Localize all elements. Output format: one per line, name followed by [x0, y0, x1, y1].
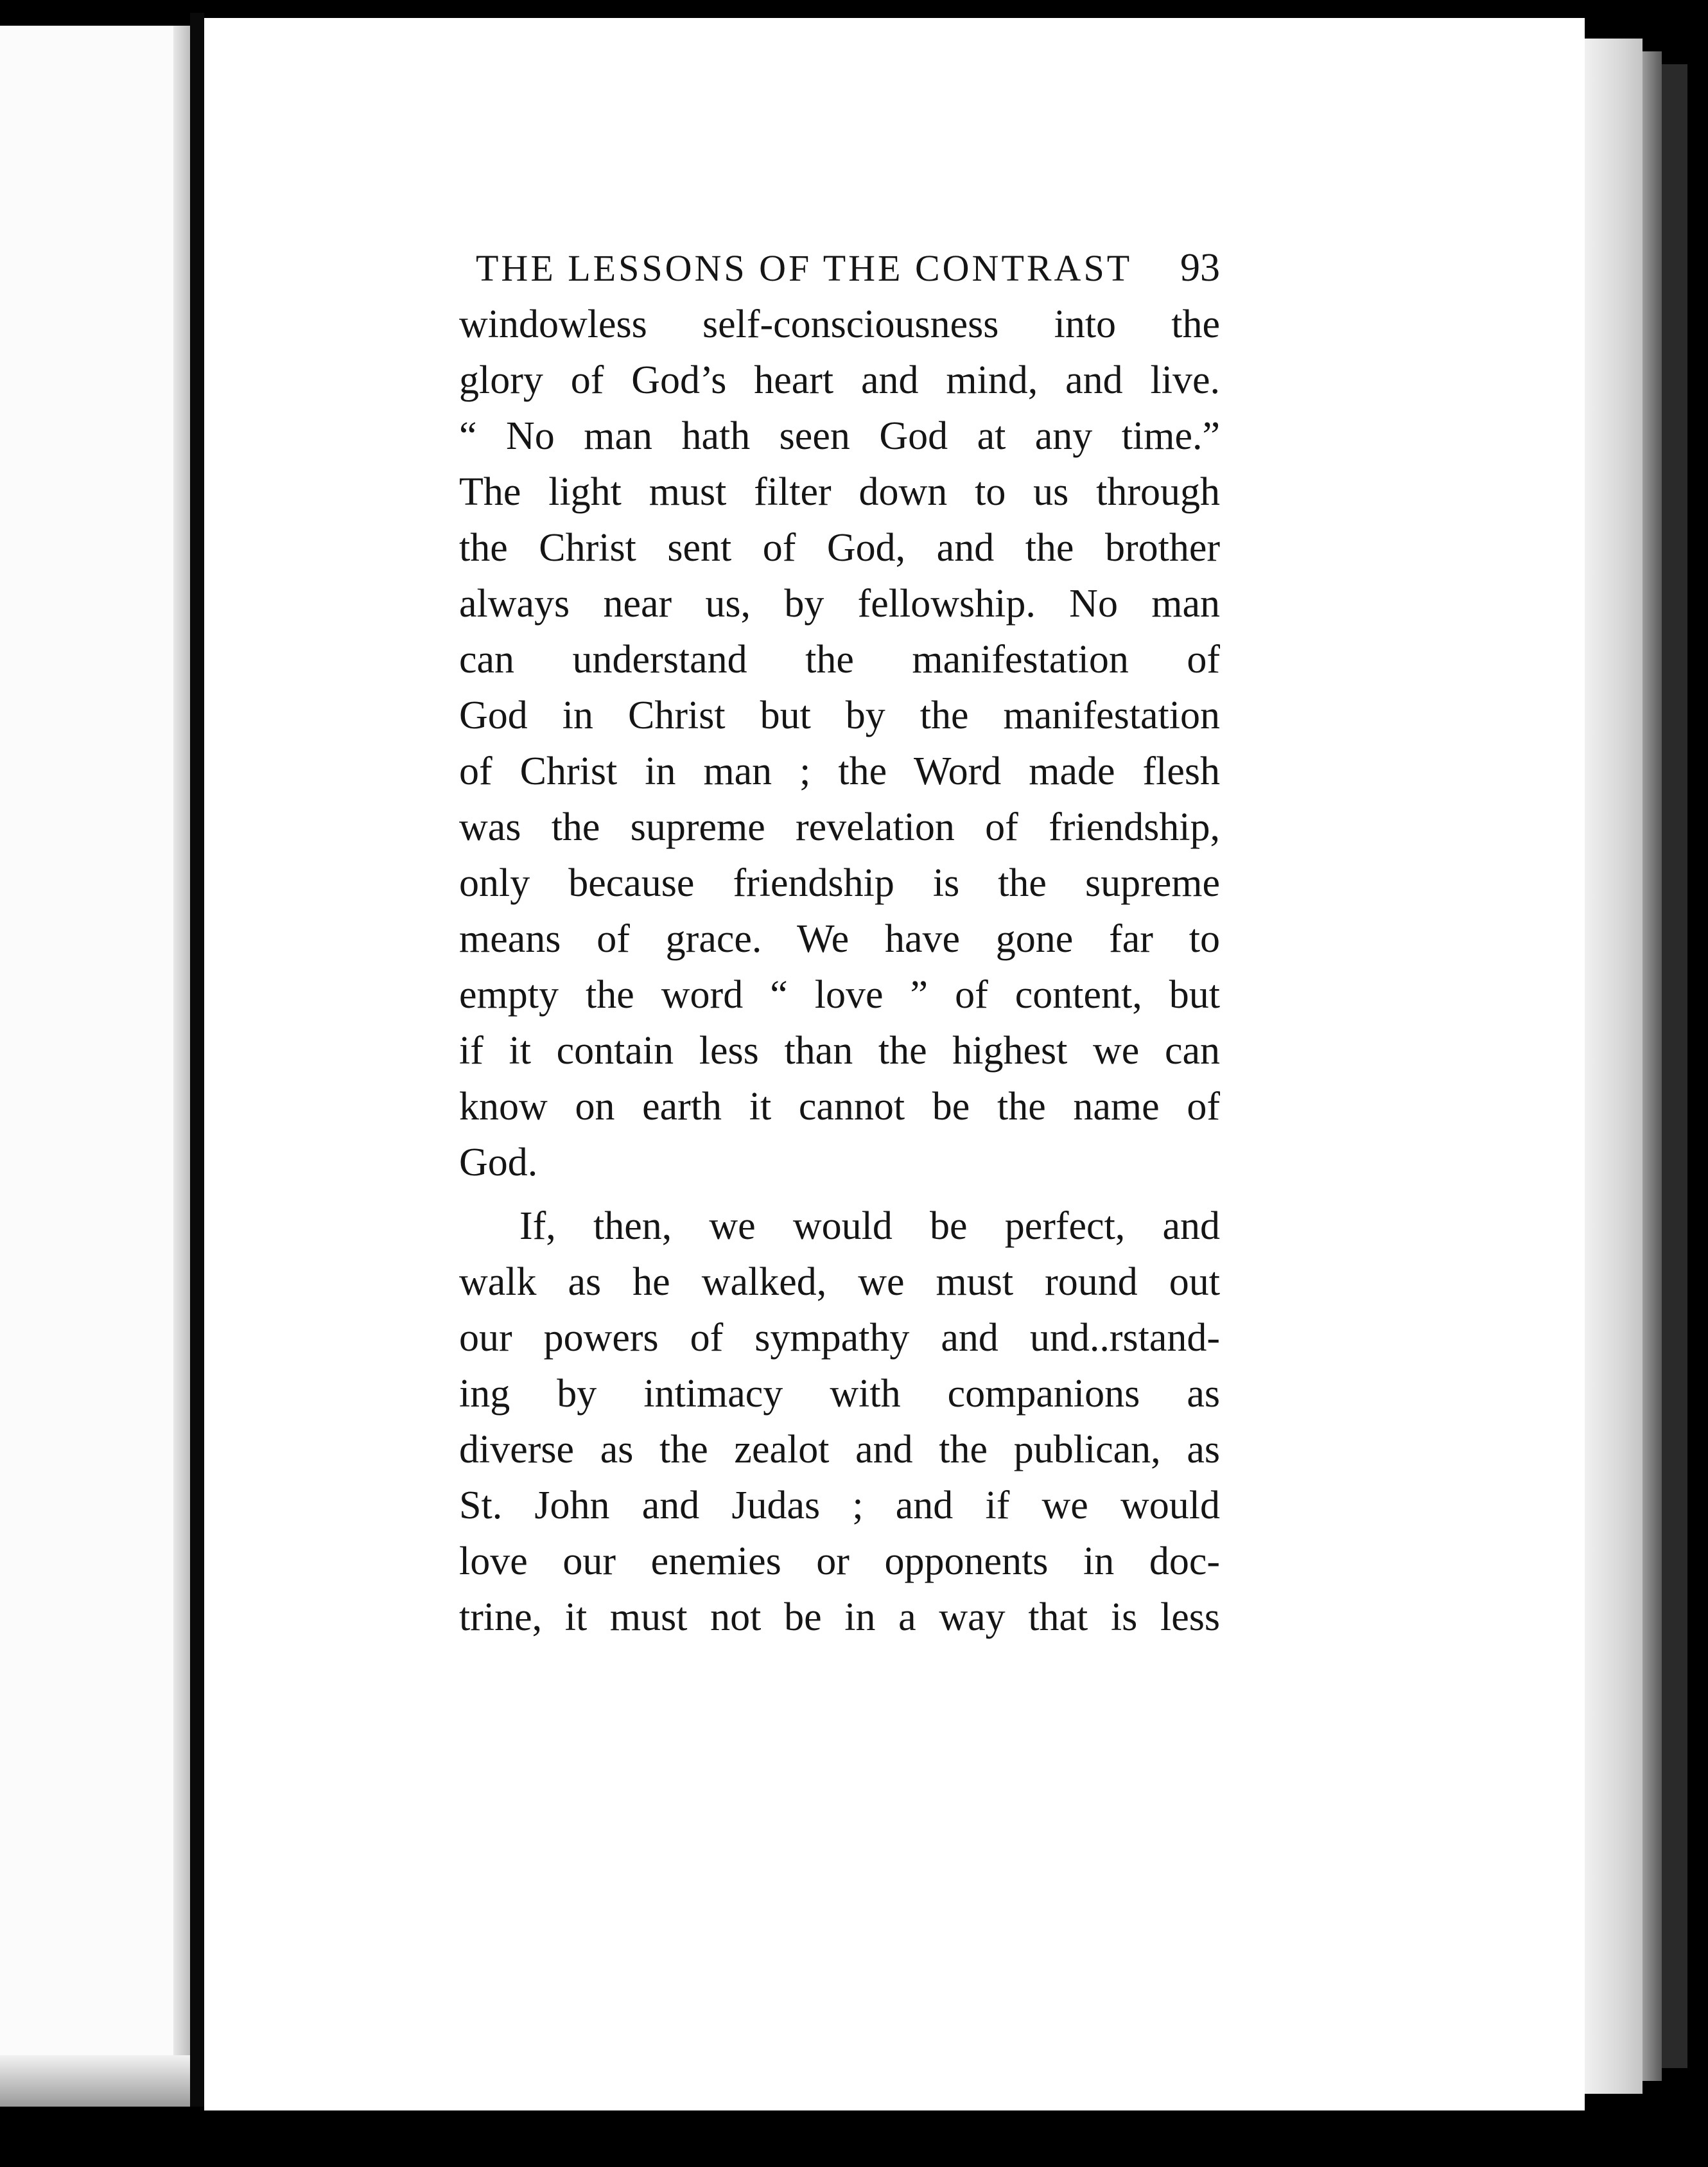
page-number: 93 — [1180, 246, 1220, 290]
book-cover-edge — [1662, 64, 1687, 2068]
text-line: always near us, by fellowship. No man — [459, 582, 1220, 626]
text-line: glory of God’s heart and mind, and live. — [459, 358, 1220, 402]
text-line: St. John and Judas ; and if we would — [459, 1484, 1220, 1527]
text-line: If, then, we would be perfect, and — [519, 1204, 1220, 1248]
paragraph-2 — [459, 1198, 1220, 1645]
running-head — [476, 239, 1220, 297]
text-line: know on earth it cannot be the name of — [459, 1085, 1220, 1128]
page-text — [459, 239, 1220, 1645]
text-line: God in Christ but by the manifestation — [459, 694, 1220, 737]
gutter-shadow — [173, 26, 190, 2068]
text-line: love our enemies or opponents in doc- — [459, 1540, 1220, 1583]
fore-edge-pages — [1585, 39, 1643, 2094]
text-line: diverse as the zealot and the publican, as — [459, 1428, 1220, 1471]
text-line: walk as he walked, we must round out — [459, 1260, 1220, 1304]
previous-page-edge — [0, 26, 193, 2068]
text-line: only because friendship is the supreme — [459, 861, 1220, 905]
text-line: God. — [459, 1141, 538, 1184]
text-line: ing by intimacy with companions as — [459, 1372, 1220, 1416]
text-line: The light must filter down to us through — [459, 470, 1220, 514]
text-line: can understand the manifestation of — [459, 638, 1220, 681]
paragraph-gap — [459, 1191, 1220, 1198]
text-line: of Christ in man ; the Word made flesh — [459, 750, 1220, 793]
text-line: trine, it must not be in a way that is less — [459, 1595, 1220, 1639]
text-line: windowless self-consciousness into the — [459, 303, 1220, 346]
binding-gutter — [190, 13, 204, 2107]
text-line: our powers of sympathy and und..rstand- — [459, 1316, 1220, 1360]
previous-page-bottom — [0, 2055, 190, 2107]
paragraph-1 — [459, 297, 1220, 1191]
text-line: means of grace. We have gone far to — [459, 917, 1220, 961]
text-line: the Christ sent of God, and the brother — [459, 526, 1220, 570]
text-line: if it contain less than the highest we can — [459, 1029, 1220, 1073]
text-line: empty the word “ love ” of content, but — [459, 973, 1220, 1017]
text-line: was the supreme revelation of friendship, — [459, 805, 1220, 849]
text-line: “ No man hath seen God at any time.” — [459, 414, 1220, 458]
fore-edge-shadow — [1643, 51, 1662, 2081]
running-head-title: THE LESSONS OF THE CONTRAST — [476, 247, 1133, 289]
